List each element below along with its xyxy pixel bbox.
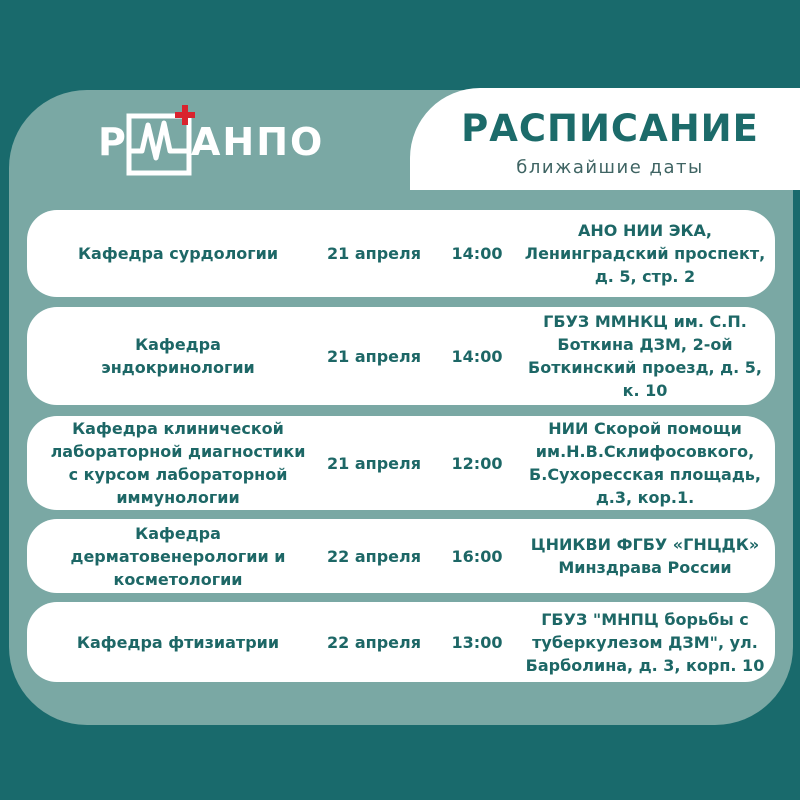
logo-text: АНПО [191,120,325,164]
place-cell [517,307,773,405]
schedule-row [27,307,775,405]
time-cell [437,416,517,510]
time-text: 14:00 [451,346,503,366]
page-title: РАСПИСАНИЕ [461,107,759,150]
time-cell [437,519,517,593]
schedule-row [27,416,775,510]
department-text: Кафедра клинической лабораторной диагностики с курсом лабораторной иммунологии [50,419,306,507]
place-cell [517,416,773,510]
department-text: Кафедра сурдологии [77,244,279,263]
time-text: 16:00 [451,546,503,566]
place-text: ГБУЗ ММНКЦ им. С.П. Боткина ДЗМ, 2-ой Боткинский проезд, д. 5, к. 10 [528,312,762,400]
schedule-row [27,210,775,297]
logo-pulse [129,123,189,158]
department-cell [27,307,329,405]
date-text: 21 апреля [327,453,421,473]
logo-cross-h [175,112,195,118]
place-cell [517,602,773,682]
time-cell [437,210,517,297]
date-cell [319,602,429,682]
place-cell [517,210,773,297]
date-cell [319,307,429,405]
time-text: 14:00 [451,244,503,263]
logo-letter-left: Р [98,120,126,164]
department-cell [27,519,329,593]
date-cell [319,519,429,593]
schedule-row [27,519,775,593]
place-text: ЦНИКВИ ФГБУ «ГНЦДК» Минздрава России [530,535,760,577]
date-text: 22 апреля [327,632,421,652]
date-text: 21 апреля [327,244,421,263]
rmanpo-logo [98,103,328,178]
department-text: Кафедра фтизиатрии [76,632,280,652]
date-text: 22 апреля [327,546,421,566]
page-subtitle: ближайшие даты [516,157,704,178]
date-cell [319,416,429,510]
department-cell [27,416,329,510]
place-text: АНО НИИ ЭКА, Ленинградский проспект, д. 5, стр. 2 [524,221,766,286]
place-text: НИИ Скорой помощи им.Н.В.Склифосовкого, Б.Сухоресская площадь, д.3, кор.1. [529,419,761,507]
time-cell [437,307,517,405]
date-text: 21 апреля [327,346,421,366]
department-text: Кафедра дерматовенерологии и косметологии [70,523,286,589]
schedule-row [27,602,775,682]
department-cell [27,210,329,297]
place-cell [517,519,773,593]
logo-graphic [98,103,328,178]
date-cell [319,210,429,297]
time-text: 12:00 [451,453,503,473]
place-text: ГБУЗ "МНПЦ борьбы с туберкулезом ДЗМ", ул. Барболина, д. 3, корп. 10 [525,609,765,675]
time-cell [437,602,517,682]
time-text: 13:00 [451,632,503,652]
department-text: Кафедра эндокринологии [101,335,255,377]
department-cell [27,602,329,682]
